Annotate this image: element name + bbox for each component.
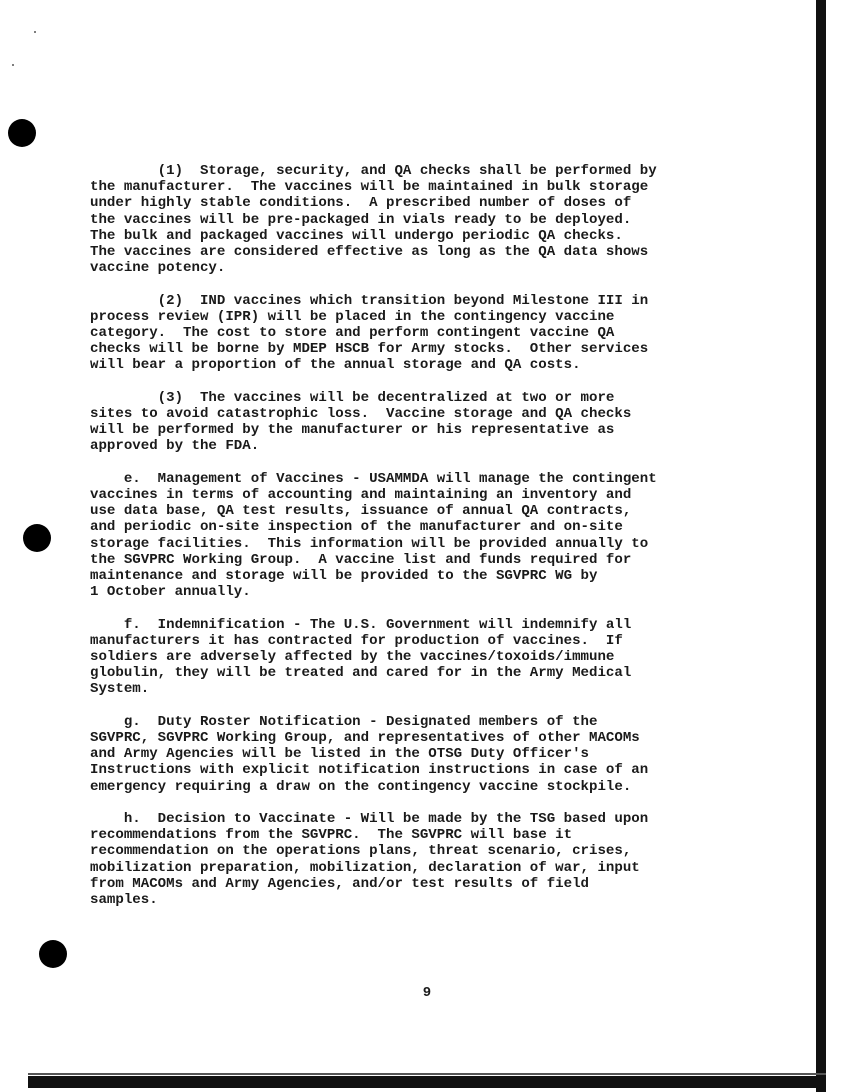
scan-border-bottom-edge — [28, 1073, 826, 1075]
text-line: System. — [90, 681, 150, 698]
text-line: SGVPRC, SGVPRC Working Group, and representatives of other MACOMs — [90, 730, 640, 747]
text-line: the vaccines will be pre-packaged in vials ready to be deployed. — [90, 211, 632, 228]
text-line: manufacturers it has contracted for production of vaccines. If — [90, 632, 623, 649]
scan-border-bottom — [28, 1076, 826, 1088]
text-line: process review (IPR) will be placed in the contingency vaccine — [90, 308, 615, 325]
paragraph-g — [90, 714, 810, 795]
text-line: Instructions with explicit notification instructions in case of an — [90, 762, 649, 779]
text-line: category. The cost to store and perform contingent vaccine QA — [90, 325, 615, 342]
paragraph-1 — [90, 163, 810, 276]
text-line: will be performed by the manufacturer or his representative as — [90, 422, 615, 439]
text-line: storage facilities. This information will be provided annually to — [90, 535, 649, 552]
text-line: under highly stable conditions. A prescribed number of doses of — [90, 195, 632, 212]
text-line: (2) IND vaccines which transition beyond Milestone III in — [90, 292, 649, 309]
text-line: checks will be borne by MDEP HSCB for Army stocks. Other services — [90, 341, 649, 358]
text-line: (3) The vaccines will be decentralized at two or more — [90, 389, 615, 406]
paragraph-h — [90, 811, 810, 908]
text-line: 1 October annually. — [90, 584, 251, 601]
scan-margin-right — [826, 0, 850, 1092]
scan-border-right — [816, 0, 826, 1092]
text-line: soldiers are adversely affected by the vaccines/toxoids/immune — [90, 649, 615, 666]
text-line: the manufacturer. The vaccines will be maintained in bulk storage — [90, 179, 649, 196]
punch-hole — [8, 119, 36, 147]
body-text — [90, 163, 810, 924]
text-line: globulin, they will be treated and cared for in the Army Medical — [90, 665, 632, 682]
scan-speck — [34, 31, 36, 33]
text-line: (1) Storage, security, and QA checks shall be performed by — [90, 163, 657, 179]
text-line: f. Indemnification - The U.S. Government will indemnify all — [90, 616, 632, 633]
scan-speck — [12, 64, 14, 66]
text-line: vaccine potency. — [90, 260, 226, 277]
text-line: sites to avoid catastrophic loss. Vaccine storage and QA checks — [90, 406, 632, 423]
paragraph-2 — [90, 293, 810, 374]
page-number-text: 9 — [422, 985, 432, 1001]
paragraph-e — [90, 471, 810, 601]
page-number — [0, 985, 850, 1001]
text-line: The bulk and packaged vaccines will undergo periodic QA checks. — [90, 227, 623, 244]
text-line: vaccines in terms of accounting and maintaining an inventory and — [90, 487, 632, 504]
text-line: and periodic on-site inspection of the manufacturer and on-site — [90, 519, 623, 536]
text-line: h. Decision to Vaccinate - Will be made by the TSG based upon — [90, 811, 649, 828]
text-line: The vaccines are considered effective as long as the QA data shows — [90, 244, 649, 261]
text-line: maintenance and storage will be provided to the SGVPRC WG by — [90, 568, 598, 585]
text-line: recommendations from the SGVPRC. The SGVPRC will base it — [90, 827, 573, 844]
text-line: use data base, QA test results, issuance of annual QA contracts, — [90, 503, 632, 520]
text-line: g. Duty Roster Notification - Designated members of the — [90, 713, 598, 730]
text-line: the SGVPRC Working Group. A vaccine list and funds required for — [90, 551, 632, 568]
text-line: mobilization preparation, mobilization, declaration of war, input — [90, 859, 640, 876]
paragraph-f — [90, 617, 810, 698]
text-line: will bear a proportion of the annual storage and QA costs. — [90, 357, 581, 374]
text-line: recommendation on the operations plans, threat scenario, crises, — [90, 843, 632, 860]
text-line: approved by the FDA. — [90, 438, 260, 455]
text-line: emergency requiring a draw on the contingency vaccine stockpile. — [90, 778, 632, 795]
punch-hole — [39, 940, 67, 968]
text-line: samples. — [90, 892, 158, 909]
text-line: from MACOMs and Army Agencies, and/or test results of field — [90, 875, 589, 892]
punch-hole — [23, 524, 51, 552]
paragraph-3 — [90, 390, 810, 455]
text-line: and Army Agencies will be listed in the OTSG Duty Officer's — [90, 746, 589, 763]
text-line: e. Management of Vaccines - USAMMDA will manage the contingent — [90, 470, 657, 487]
